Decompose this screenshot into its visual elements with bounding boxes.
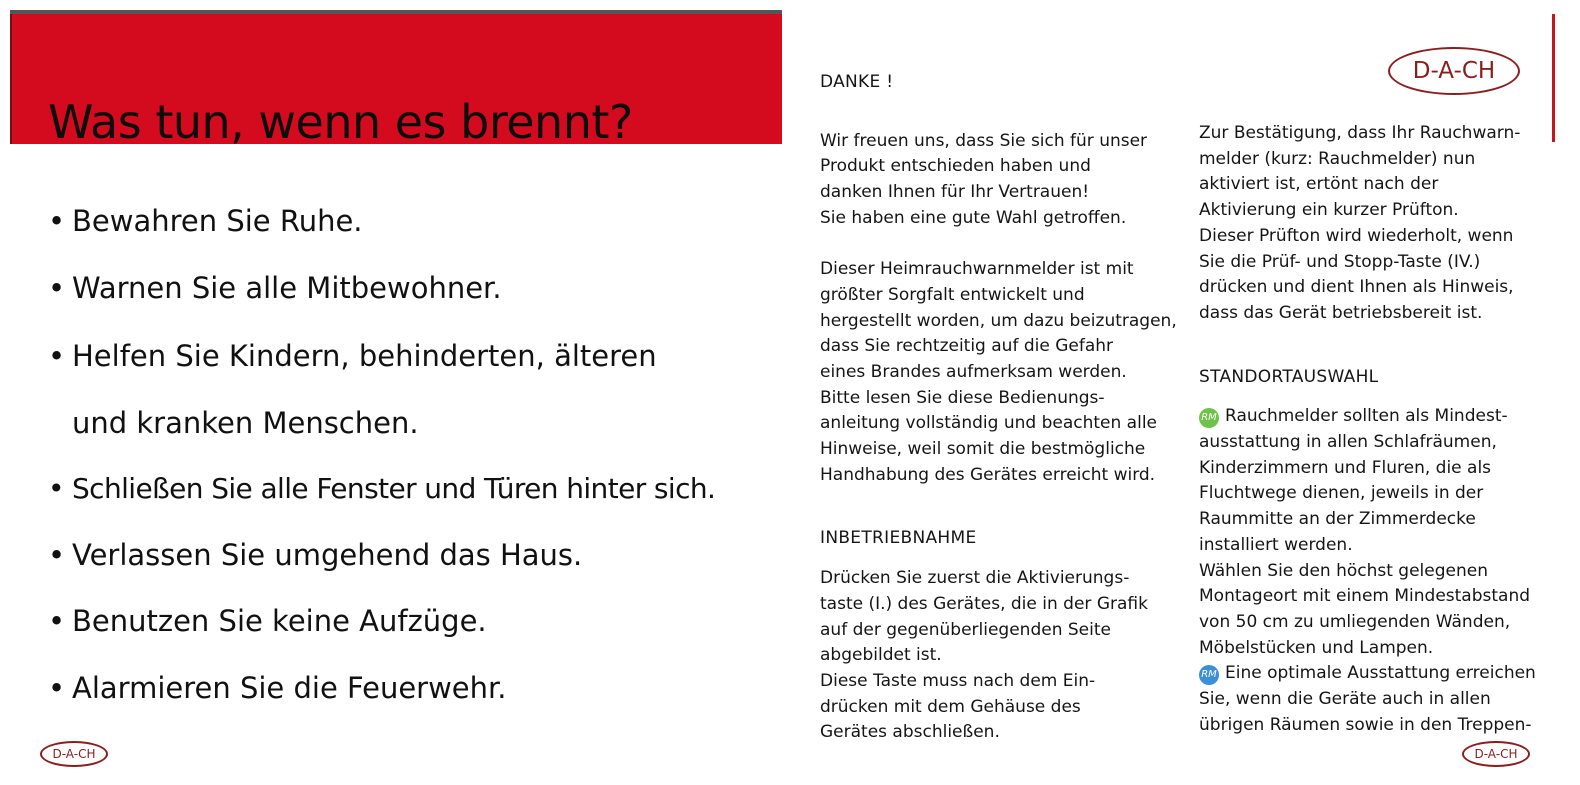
text-line: melder (kurz: Rauchmelder) nun: [1199, 148, 1476, 169]
bullet-dot: •: [48, 472, 65, 505]
section-heading-danke: DANKE !: [820, 72, 894, 92]
rm-green-icon: RM: [1199, 408, 1219, 428]
bullet-dot: •: [48, 271, 66, 305]
bullet-dot: •: [48, 604, 66, 638]
text-line: hergestellt worden, um dazu beizutragen,: [820, 310, 1177, 331]
bullet-text: Schließen Sie alle Fenster und Türen hinter sich.: [72, 472, 716, 505]
text-line: Möbelstücken und Lampen.: [1199, 637, 1434, 658]
text-line: von 50 cm zu umliegenden Wänden,: [1199, 611, 1511, 632]
text-line: abgebildet ist.: [820, 645, 942, 666]
text-line: dass das Gerät betriebsbereit ist.: [1199, 302, 1483, 323]
bullet-text: Helfen Sie Kindern, behinderten, älteren: [72, 339, 657, 373]
text-line: Dieser Heimrauchwarnmelder ist mit: [820, 259, 1134, 280]
text-line: Aktivierung ein kurzer Prüfton.: [1199, 200, 1459, 221]
text-span: Rauchmelder sollten als Mindest-: [1225, 406, 1508, 427]
bullet-text: Alarmieren Sie die Feuerwehr.: [72, 671, 507, 705]
text-line: eines Brandes aufmerksam werden.: [820, 362, 1127, 383]
text-line: anleitung vollständig und beachten alle: [820, 413, 1157, 434]
text-line: taste (I.) des Gerätes, die in der Grafik: [820, 593, 1148, 614]
text-line: Sie die Prüf- und Stopp-Taste (IV.): [1199, 251, 1481, 272]
text-line: drücken und dient Ihnen als Hinweis,: [1199, 277, 1514, 298]
page-edge-marker: [1552, 14, 1555, 142]
text-line: Dieser Prüfton wird wiederholt, wenn: [1199, 225, 1514, 246]
text-line: Sie, wenn die Geräte auch in allen: [1199, 689, 1491, 710]
bullet-dot: •: [48, 538, 66, 572]
text-line: Diese Taste muss nach dem Ein-: [820, 671, 1096, 692]
column-right: [1199, 121, 1536, 738]
text-line: ausstattung in allen Schlafräumen,: [1199, 432, 1497, 453]
page-title: Was tun, wenn es brennt?: [48, 95, 633, 149]
dach-logo-large: D-A-CH: [1388, 47, 1520, 95]
section-heading-standort: STANDORTAUSWAHL: [1199, 366, 1379, 387]
list-item: [48, 671, 507, 705]
bullet-text: Bewahren Sie Ruhe.: [72, 204, 363, 238]
list-item: [48, 406, 419, 440]
list-item: [48, 604, 487, 638]
text-line: Zur Bestätigung, dass Ihr Rauchwarn-: [1199, 123, 1521, 143]
text-line: Montageort mit einem Mindestabstand: [1199, 586, 1531, 607]
list-item: [48, 339, 657, 373]
bullet-text: Benutzen Sie keine Aufzüge.: [72, 604, 487, 638]
text-line: Wählen Sie den höchst gelegenen: [1199, 560, 1488, 581]
text-span: Eine optimale Ausstattung erreichen: [1225, 663, 1536, 684]
band-edge: [10, 14, 12, 144]
dach-logo-small: D-A-CH: [1462, 741, 1530, 767]
text-line: drücken mit dem Gehäuse des: [820, 696, 1081, 717]
text-line: [1199, 404, 1536, 430]
bullet-text: Warnen Sie alle Mitbewohner.: [72, 271, 502, 305]
bullet-dot: •: [48, 671, 66, 705]
text-line: Bitte lesen Sie diese Bedienungs-: [820, 387, 1105, 408]
list-item: [48, 204, 363, 238]
text-line: Sie haben eine gute Wahl getroffen.: [820, 207, 1127, 228]
list-item: [48, 472, 715, 506]
bullet-text: und kranken Menschen.: [72, 406, 419, 440]
text-line: Drücken Sie zuerst die Aktivierungs-: [820, 568, 1130, 589]
section-heading-inbetriebnahme: INBETRIEBNAHME: [820, 527, 977, 548]
text-line: übrigen Räumen sowie in den Treppen-: [1199, 714, 1532, 735]
text-line: auf der gegenüberliegenden Seite: [820, 619, 1111, 640]
list-item: [48, 271, 502, 305]
text-line: Wir freuen uns, dass Sie sich für unser: [820, 130, 1148, 151]
dach-logo: D-A-CH: [40, 741, 108, 767]
text-line: Kinderzimmern und Fluren, die als: [1199, 457, 1492, 478]
text-line: Fluchtwege dienen, jeweils in der: [1199, 483, 1484, 504]
bullet-dot: •: [48, 204, 66, 238]
text-line: dass Sie rechtzeitig auf die Gefahr: [820, 336, 1114, 357]
text-line: Raummitte an der Zimmerdecke: [1199, 509, 1476, 530]
text-line: Produkt entschieden haben und: [820, 156, 1091, 177]
rm-blue-icon: RM: [1199, 665, 1219, 685]
bullet-dot: •: [48, 339, 66, 373]
text-line: Gerätes abschließen.: [820, 722, 1000, 743]
column-left: [820, 70, 1177, 746]
text-line: Hinweise, weil somit die bestmögliche: [820, 439, 1146, 460]
text-line: aktiviert ist, ertönt nach der: [1199, 174, 1439, 195]
text-line: Handhabung des Gerätes erreicht wird.: [820, 464, 1156, 485]
list-item: [48, 538, 582, 572]
text-line: größter Sorgfalt entwickelt und: [820, 284, 1085, 305]
text-line: danken Ihnen für Ihr Vertrauen!: [820, 182, 1090, 203]
text-line: [1199, 661, 1536, 687]
text-line: installiert werden.: [1199, 534, 1353, 555]
bullet-text: Verlassen Sie umgehend das Haus.: [72, 538, 583, 572]
